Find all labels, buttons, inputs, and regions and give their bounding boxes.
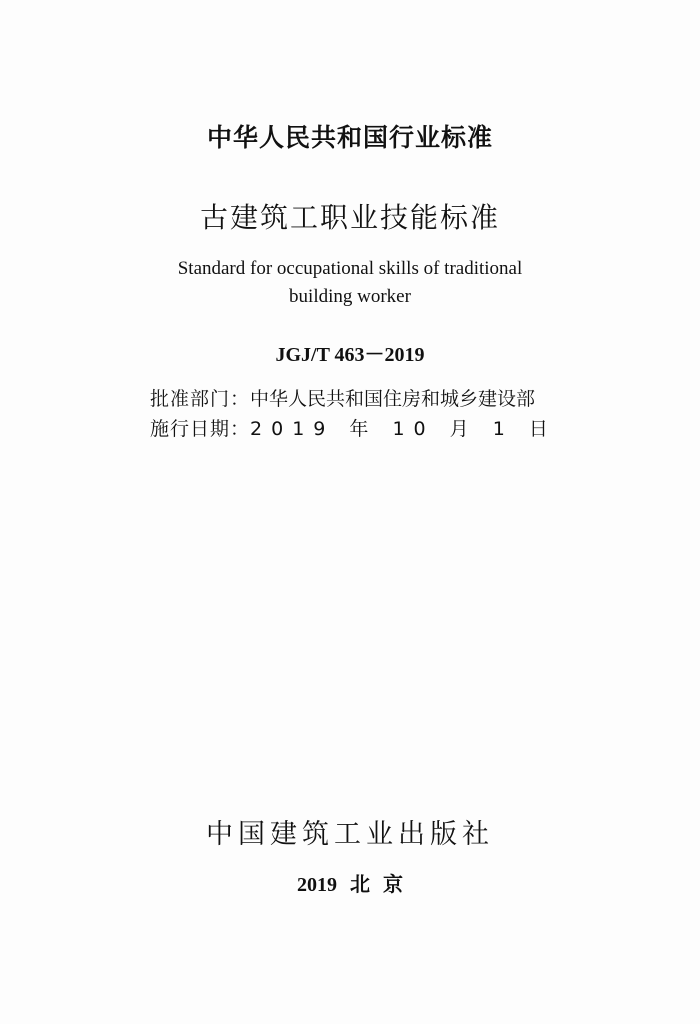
effective-date-row xyxy=(150,414,557,444)
effective-date-label: 施行日期： xyxy=(150,418,251,440)
standard-title-cn: 古建筑工职业技能标准 xyxy=(199,201,500,234)
effective-date-value: 2019 年 10 月 1 日 xyxy=(250,418,557,440)
publisher: 中国建筑工业出版社 xyxy=(206,819,494,850)
standard-title-en-line-1: Standard for occupational skills of traditional xyxy=(177,258,523,279)
approval-label: 批准部门： xyxy=(150,388,251,410)
approval-row xyxy=(150,384,557,414)
series-title: 中华人民共和国行业标准 xyxy=(206,123,493,152)
approval-info xyxy=(150,384,557,444)
standard-code: JGJ/T 463－2019 xyxy=(275,344,425,366)
approval-value: 中华人民共和国住房和城乡建设部 xyxy=(250,388,536,410)
standard-title-en-line-2: building worker xyxy=(289,286,411,307)
publication-place-year: 2019 北 京 xyxy=(297,874,403,896)
